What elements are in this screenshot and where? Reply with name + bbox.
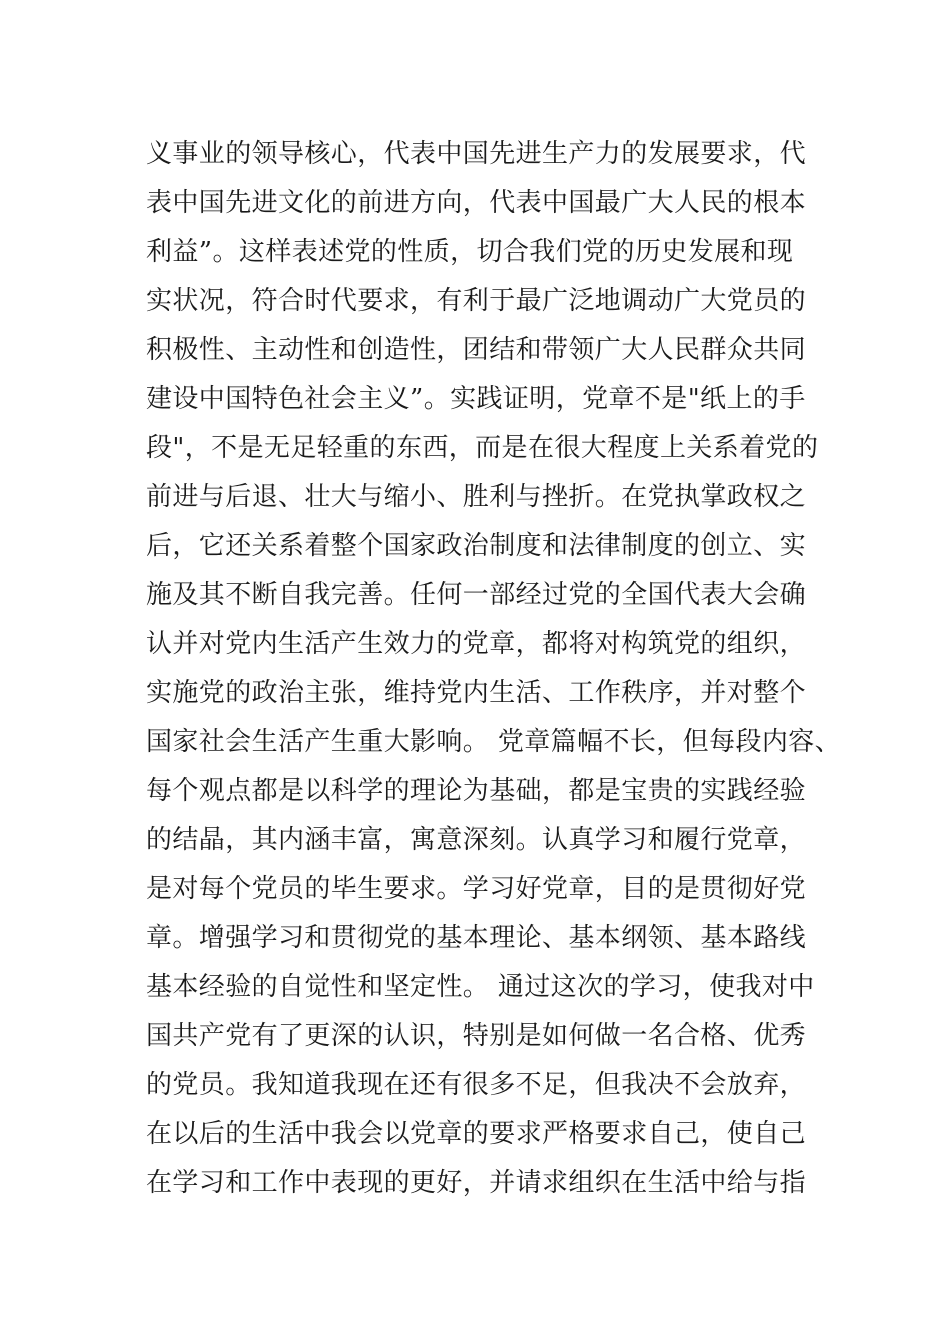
text-line-12: 实施党的政治主张，维持党内生活、工作秩序，并对整个 [146,678,807,708]
text-line-1: 义事业的领导核心，代表中国先进生产力的发展要求，代 [146,139,807,169]
text-line-5: 积极性、主动性和创造性，团结和带领广大人民群众共同 [146,335,807,365]
text-line-9: 后，它还关系着整个国家政治制度和法律制度的创立、实 [146,531,807,561]
text-line-15: 的结晶，其内涵丰富，寓意深刻。认真学习和履行党章， [146,825,807,855]
text-line-7: 段"，不是无足轻重的东西，而是在很大程度上关系着党的 [146,433,819,463]
text-line-8: 前进与后退、壮大与缩小、胜利与挫折。在党执掌政权之 [146,482,807,512]
text-line-2: 表中国先进文化的前进方向，代表中国最广大人民的根本 [146,188,807,218]
text-line-22: 在学习和工作中表现的更好，并请求组织在生活中给与指 [146,1168,807,1198]
text-line-16: 是对每个党员的毕生要求。学习好党章，目的是贯彻好党 [146,874,807,904]
text-line-14: 每个观点都是以科学的理论为基础，都是宝贵的实践经验 [146,776,807,806]
text-line-6: 建设中国特色社会主义”。实践证明，党章不是"纸上的手 [146,384,806,414]
text-line-19: 国共产党有了更深的认识，特别是如何做一名合格、优秀 [146,1021,807,1051]
text-line-18: 基本经验的自觉性和坚定性。 通过这次的学习，使我对中 [146,972,815,1002]
text-line-11: 认并对党内生活产生效力的党章，都将对构筑党的组织， [146,629,807,659]
text-line-21: 在以后的生活中我会以党章的要求严格要求自己，使自己 [146,1119,807,1149]
body-text [146,130,846,1208]
text-line-20: 的党员。我知道我现在还有很多不足，但我决不会放弃， [146,1070,807,1100]
text-line-13: 国家社会生活产生重大影响。 党章篇幅不长，但每段内容、 [146,727,842,757]
text-line-4: 实状况，符合时代要求，有利于最广泛地调动广大党员的 [146,286,807,316]
text-line-17: 章。增强学习和贯彻党的基本理论、基本纲领、基本路线 [146,923,807,953]
text-line-10: 施及其不断自我完善。任何一部经过党的全国代表大会确 [146,580,807,610]
text-line-3: 利益”。这样表述党的性质，切合我们党的历史发展和现 [146,237,794,267]
